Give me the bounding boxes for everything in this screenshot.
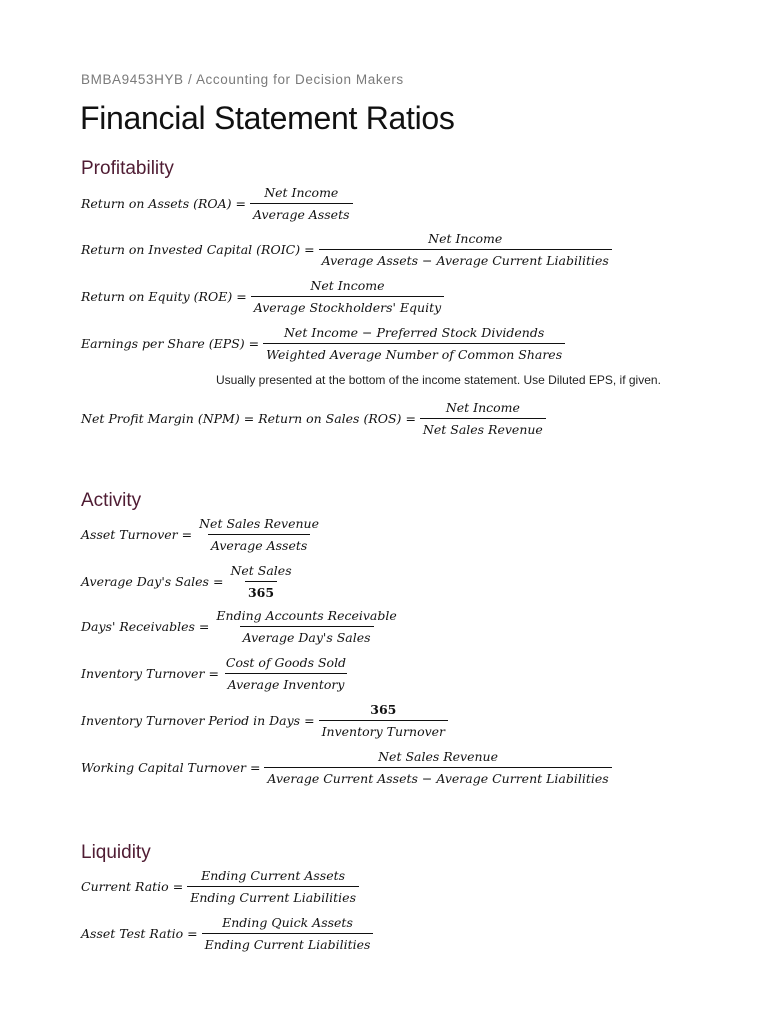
fraction bbox=[202, 915, 374, 952]
numerator: Ending Accounts Receivable bbox=[216, 607, 397, 623]
numerator: Ending Current Assets bbox=[201, 867, 346, 883]
equals-sign: = bbox=[304, 241, 315, 257]
formula-inventory-turnover-period bbox=[81, 697, 448, 743]
formula-roic bbox=[81, 226, 612, 272]
denominator: Average Stockholders' Equity bbox=[251, 296, 445, 315]
section-heading-profitability: Profitability bbox=[81, 158, 174, 179]
denominator: Average Current Assets − Average Current Liabilities bbox=[264, 767, 611, 786]
denominator: 365 bbox=[245, 581, 277, 600]
fraction bbox=[319, 231, 612, 268]
formula-lhs: Inventory Turnover Period in Days bbox=[81, 712, 301, 728]
fraction bbox=[251, 278, 445, 315]
fraction bbox=[196, 516, 322, 553]
formula-roa bbox=[81, 180, 353, 226]
fraction bbox=[319, 702, 448, 739]
equals-sign: = bbox=[187, 925, 198, 941]
fraction bbox=[264, 749, 611, 786]
formula-inventory-turnover bbox=[81, 650, 349, 696]
formula-lhs: Inventory Turnover bbox=[81, 665, 205, 681]
formula-lhs: Days' Receivables bbox=[81, 618, 195, 634]
formula-lhs: Return on Assets (ROA) bbox=[81, 195, 232, 211]
equals-sign: = bbox=[172, 878, 184, 894]
numerator: Net Income bbox=[264, 184, 339, 200]
denominator: Ending Current Liabilities bbox=[187, 886, 359, 905]
formula-eps bbox=[81, 320, 565, 366]
equals-sign: = bbox=[248, 335, 260, 351]
denominator: Average Assets bbox=[250, 203, 352, 222]
equals-sign: = bbox=[198, 618, 210, 634]
formula-average-days-sales bbox=[81, 558, 295, 604]
numerator: Net Income bbox=[310, 277, 385, 293]
equals-sign: = bbox=[181, 526, 193, 542]
fraction bbox=[263, 325, 565, 362]
denominator: Net Sales Revenue bbox=[420, 418, 546, 437]
numerator: Net Income bbox=[428, 230, 503, 246]
denominator: Average Assets bbox=[208, 534, 310, 553]
equals-sign: = bbox=[304, 712, 315, 728]
numerator: Net Income − Preferred Stock Dividends bbox=[283, 324, 545, 340]
numerator: Net Sales Revenue bbox=[199, 515, 320, 531]
formula-roe bbox=[81, 273, 444, 319]
page-title: Financial Statement Ratios bbox=[80, 100, 455, 136]
formula-working-capital-turnover bbox=[81, 744, 612, 790]
numerator: Cost of Goods Sold bbox=[225, 654, 347, 670]
fraction bbox=[213, 608, 399, 645]
formula-asset-test-ratio bbox=[81, 910, 373, 956]
denominator: Inventory Turnover bbox=[319, 720, 448, 739]
formula-lhs: Earnings per Share (EPS) bbox=[81, 335, 245, 351]
formula-lhs: Net Profit Margin (NPM) bbox=[81, 410, 240, 426]
equals-sign: = bbox=[212, 573, 224, 589]
denominator: Average Assets − Average Current Liabilities bbox=[319, 249, 612, 268]
fraction bbox=[250, 185, 352, 222]
formula-lhs: Return on Equity (ROE) bbox=[81, 288, 233, 304]
fraction bbox=[223, 655, 349, 692]
section-heading-liquidity: Liquidity bbox=[81, 842, 151, 863]
equals-sign: = bbox=[405, 410, 416, 426]
formula-lhs: Return on Invested Capital (ROIC) bbox=[81, 241, 301, 257]
formula-days-receivables bbox=[81, 603, 400, 649]
numerator: 365 bbox=[370, 701, 397, 717]
equals-sign: = bbox=[236, 288, 247, 304]
course-header: BMBA9453HYB / Accounting for Decision Makers bbox=[81, 72, 404, 87]
section-heading-activity: Activity bbox=[81, 490, 142, 511]
formula-lhs: Average Day's Sales bbox=[81, 573, 209, 589]
formula-lhs: Asset Turnover bbox=[81, 526, 178, 542]
numerator: Net Sales Revenue bbox=[378, 748, 499, 764]
numerator: Ending Quick Assets bbox=[222, 914, 353, 930]
fraction bbox=[420, 400, 546, 437]
fraction bbox=[227, 563, 294, 600]
formula-asset-turnover bbox=[81, 511, 322, 557]
denominator: Average Day's Sales bbox=[240, 626, 374, 645]
equals-sign: = bbox=[243, 410, 255, 426]
equals-sign: = bbox=[208, 665, 219, 681]
numerator: Net Sales bbox=[230, 562, 292, 578]
fraction bbox=[187, 868, 359, 905]
eps-note: Usually presented at the bottom of the income statement. Use Diluted EPS, if given. bbox=[216, 373, 661, 387]
equals-sign: = bbox=[249, 759, 261, 775]
formula-current-ratio bbox=[81, 863, 359, 909]
formula-lhs: Working Capital Turnover bbox=[81, 759, 246, 775]
formula-lhs: Current Ratio bbox=[81, 878, 169, 894]
formula-mid: Return on Sales (ROS) bbox=[258, 410, 402, 426]
denominator: Weighted Average Number of Common Shares bbox=[263, 343, 565, 362]
denominator: Average Inventory bbox=[225, 673, 348, 692]
denominator: Ending Current Liabilities bbox=[202, 933, 374, 952]
equals-sign: = bbox=[235, 195, 247, 211]
numerator: Net Income bbox=[445, 399, 520, 415]
formula-npm bbox=[81, 395, 546, 441]
formula-lhs: Asset Test Ratio bbox=[81, 925, 184, 941]
